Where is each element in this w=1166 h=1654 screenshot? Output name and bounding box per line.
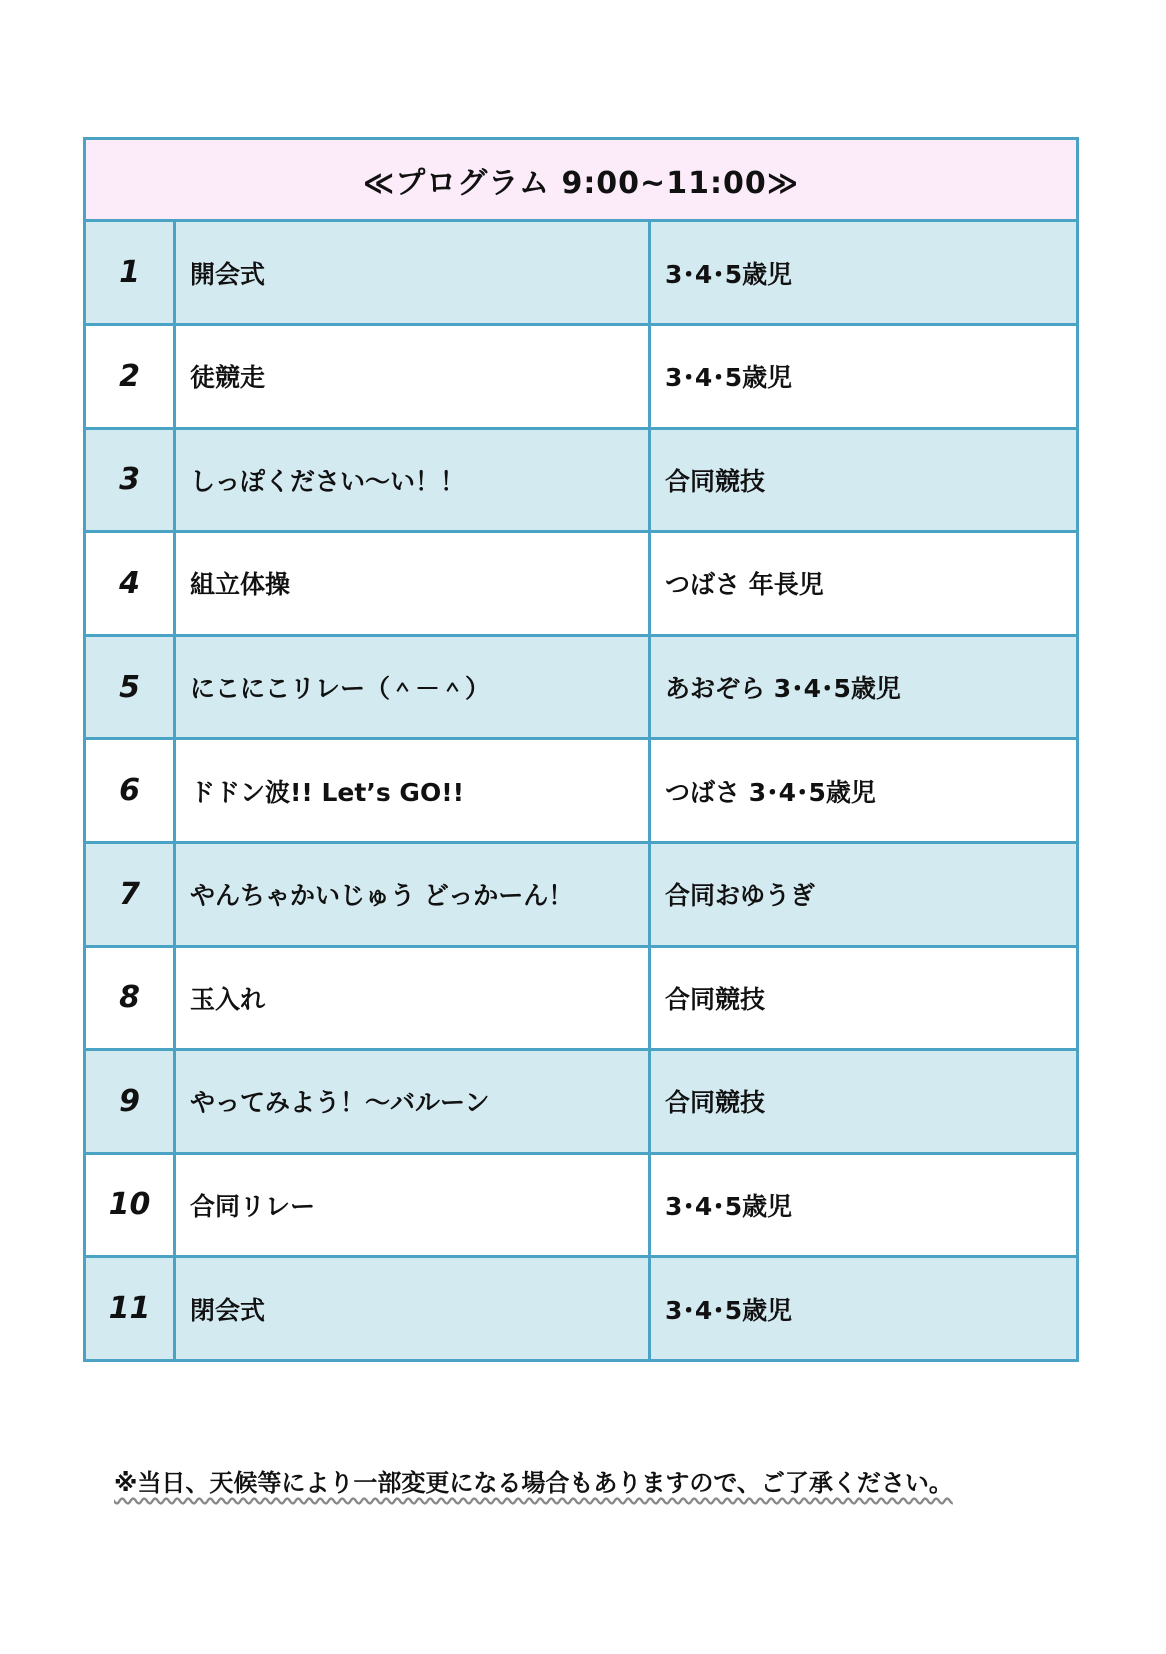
item-number: 4 <box>85 532 175 636</box>
program-row <box>85 842 1078 946</box>
event-name: にこにこリレー（＾－＾） <box>175 635 650 739</box>
participant-group: つばさ 年長児 <box>650 532 1078 636</box>
program-row <box>85 1050 1078 1154</box>
participant-group: あおぞら 3･4･5歳児 <box>650 635 1078 739</box>
program-row <box>85 1257 1078 1361</box>
program-title: ≪プログラム 9:00~11:00≫ <box>85 139 1078 221</box>
item-number: 1 <box>85 221 175 325</box>
item-number: 7 <box>85 842 175 946</box>
program-row <box>85 946 1078 1050</box>
item-number: 10 <box>85 1153 175 1257</box>
participant-group: 3･4･5歳児 <box>650 221 1078 325</box>
participant-group: 合同競技 <box>650 1050 1078 1154</box>
program-row <box>85 739 1078 843</box>
event-name: やってみよう！～バルーン <box>175 1050 650 1154</box>
participant-group: 合同おゆうぎ <box>650 842 1078 946</box>
event-name: やんちゃかいじゅう どっかーん！ <box>175 842 650 946</box>
program-row <box>85 221 1078 325</box>
item-number: 8 <box>85 946 175 1050</box>
participant-group: つばさ 3･4･5歳児 <box>650 739 1078 843</box>
participant-group: 3･4･5歳児 <box>650 1257 1078 1361</box>
event-name: 徒競走 <box>175 325 650 429</box>
program-row <box>85 428 1078 532</box>
item-number: 2 <box>85 325 175 429</box>
item-number: 6 <box>85 739 175 843</box>
program-row <box>85 1153 1078 1257</box>
participant-group: 合同競技 <box>650 946 1078 1050</box>
participant-group: 3･4･5歳児 <box>650 325 1078 429</box>
event-name: ドドン波!! Let’s GO!! <box>175 739 650 843</box>
event-name: 開会式 <box>175 221 650 325</box>
item-number: 11 <box>85 1257 175 1361</box>
participant-group: 3･4･5歳児 <box>650 1153 1078 1257</box>
participant-group: 合同競技 <box>650 428 1078 532</box>
program-table <box>83 137 1079 1362</box>
program-row <box>85 325 1078 429</box>
footer-note: ※当日、天候等により一部変更になる場合もありますので、ご了承ください。 <box>114 1469 953 1497</box>
program-row <box>85 635 1078 739</box>
item-number: 5 <box>85 635 175 739</box>
program-header-row <box>85 139 1078 221</box>
program-row <box>85 532 1078 636</box>
event-name: 玉入れ <box>175 946 650 1050</box>
item-number: 3 <box>85 428 175 532</box>
event-name: 組立体操 <box>175 532 650 636</box>
event-name: 閉会式 <box>175 1257 650 1361</box>
item-number: 9 <box>85 1050 175 1154</box>
event-name: しっぽください～い！！ <box>175 428 650 532</box>
event-name: 合同リレー <box>175 1153 650 1257</box>
